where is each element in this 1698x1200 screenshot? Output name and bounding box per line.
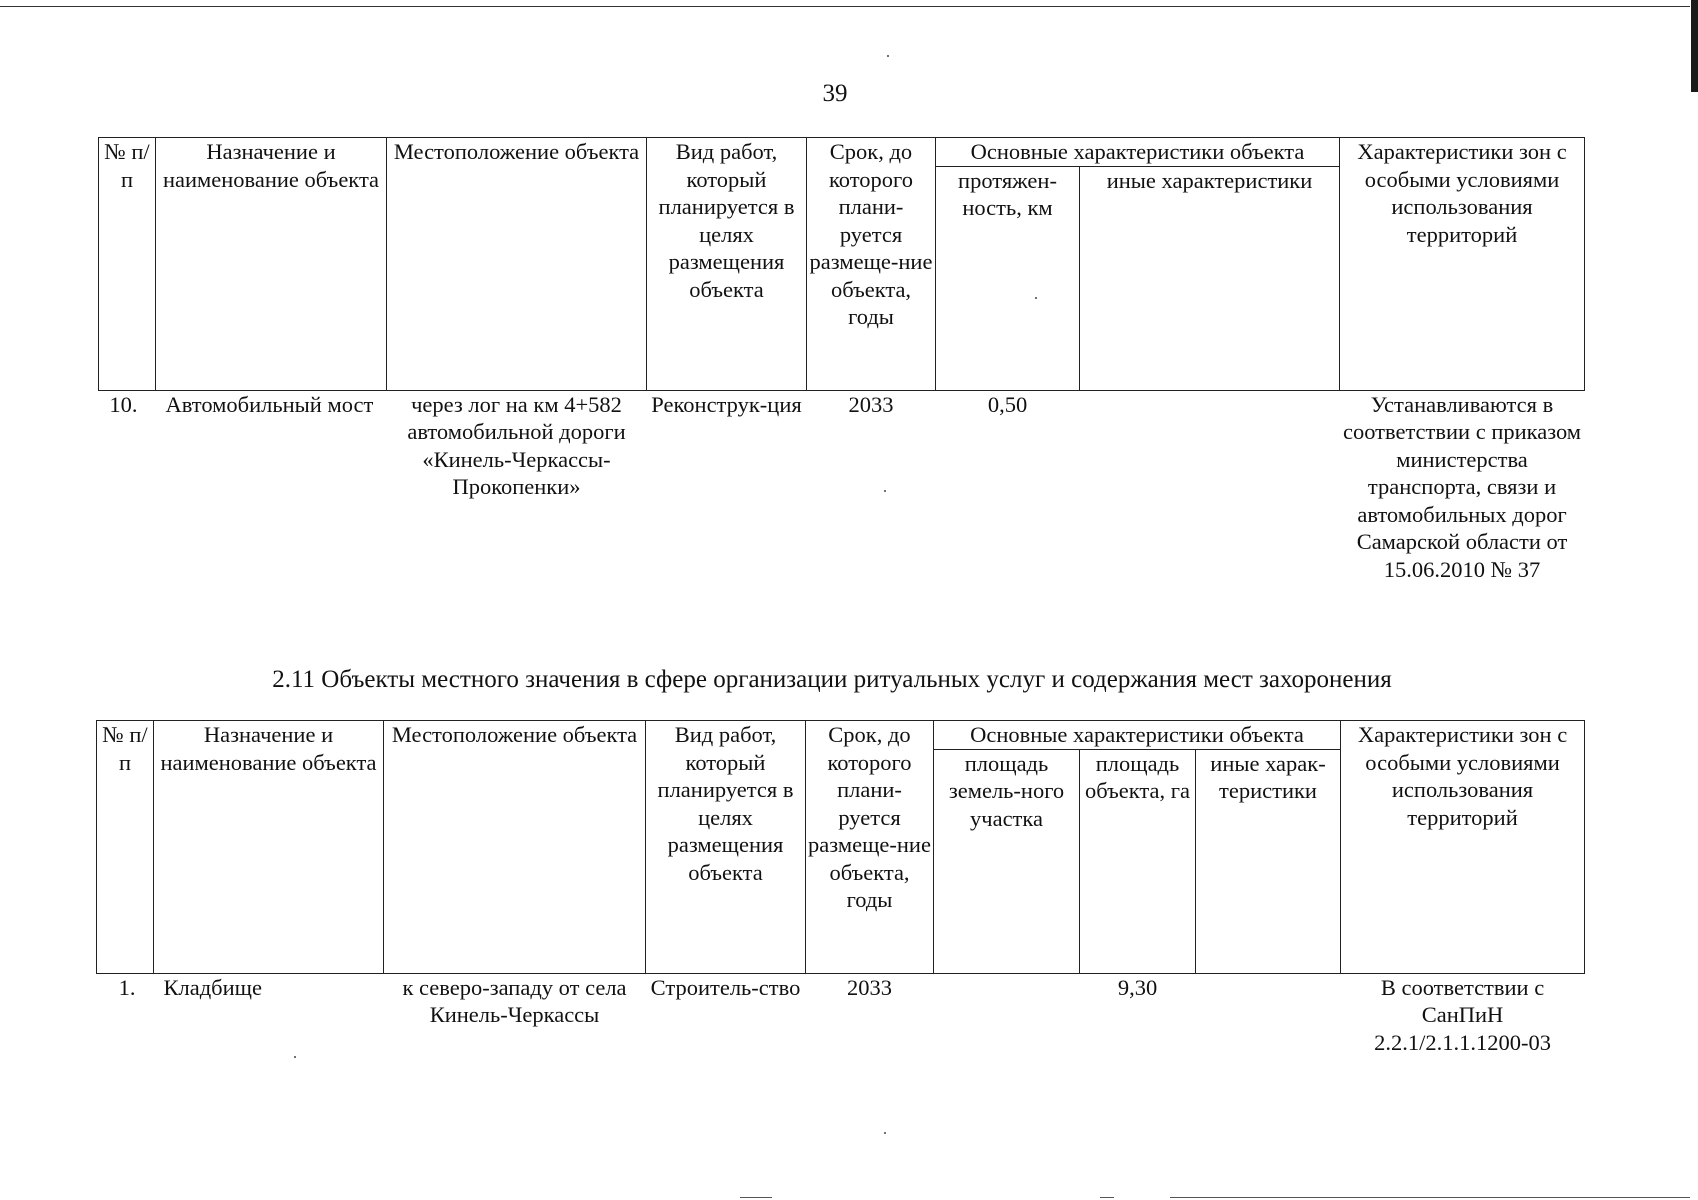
col-header-num: № п/п: [99, 138, 156, 391]
page-number: 39: [822, 80, 848, 107]
cell-zones: Устанавливаются в соответствии с приказом министерства транспорта, связи и автомобильных дорог Самарской области от 15.06.2010 № 37: [1342, 391, 1582, 582]
cell-work-type: Строитель-ство: [650, 974, 801, 1000]
scan-edge-shadow: [1691, 0, 1698, 92]
scan-mark: [740, 1197, 772, 1198]
cell-name: Кладбище: [163, 974, 262, 1000]
col-header-work-type: Вид работ, который планируется в целях размещения объекта: [647, 138, 807, 391]
scan-top-border: [0, 6, 1690, 7]
cell-name: Автомобильный мост: [165, 391, 374, 417]
table-row: [97, 973, 1585, 1056]
col-header-land-area: площадь земель-ного участка: [934, 749, 1080, 973]
col-header-num: № п/п: [97, 721, 154, 974]
col-header-object-area: площадь объекта, га: [1080, 749, 1196, 973]
cell-work-type: Реконструк-ция: [651, 391, 802, 417]
cell-num: 1.: [118, 974, 136, 1000]
scan-speck: [294, 1056, 296, 1058]
cell-object-area: 9,30: [1117, 974, 1158, 1000]
col-header-work-type: Вид работ, который планируется в целях размещения объекта: [646, 721, 806, 974]
col-header-zones: Характеристики зон с особыми условиями использования территорий: [1341, 721, 1585, 974]
scan-bottom-border: [1170, 1197, 1690, 1198]
col-header-main-characteristics: Основные характеристики объекта: [936, 138, 1340, 167]
col-header-zones: Характеристики зон с особыми условиями использования территорий: [1340, 138, 1585, 391]
objects-table-cemeteries: [96, 720, 1585, 1056]
cell-zones: В соответствии с СанПиН 2.2.1/2.1.1.1200-03: [1374, 974, 1551, 1055]
cell-other: [1080, 390, 1340, 583]
cell-location: через лог на км 4+582 автомобильной дороги «Кинель-Черкассы-Прокопенки»: [407, 391, 626, 499]
col-header-other: иные харак-теристики: [1196, 749, 1341, 973]
col-header-location: Местоположение объекта: [387, 138, 647, 391]
col-header-name: Назначение и наименование объекта: [154, 721, 384, 974]
cell-deadline: 2033: [848, 391, 894, 417]
cell-other: [1196, 973, 1341, 1056]
cell-deadline: 2033: [847, 974, 892, 1000]
col-header-location: Местоположение объекта: [384, 721, 646, 974]
col-header-main-characteristics: Основные характеристики объекта: [934, 721, 1341, 750]
section-heading: 2.11 Объекты местного значения в сфере организации ритуальных услуг и содержания мест захоронения: [272, 666, 1392, 693]
objects-table-roads: [98, 137, 1585, 583]
cell-num: 10.: [109, 391, 138, 417]
cell-land-area: [934, 973, 1080, 1056]
scan-speck: [1035, 297, 1037, 299]
scan-speck: [884, 1132, 886, 1134]
scan-mark: [1100, 1197, 1114, 1198]
col-header-other: иные характеристики: [1080, 166, 1340, 390]
col-header-deadline: Срок, до которого плани-руется размеще-ние объекта, годы: [807, 138, 936, 391]
col-header-length: протяжен-ность, км: [936, 166, 1080, 390]
table-row: [99, 390, 1585, 583]
scan-speck: [887, 55, 889, 57]
col-header-deadline: Срок, до которого плани-руется размеще-ние объекта, годы: [806, 721, 934, 974]
cell-location: к северо-западу от села Кинель-Черкассы: [402, 974, 627, 1027]
col-header-name: Назначение и наименование объекта: [156, 138, 387, 391]
scan-speck: [884, 490, 886, 492]
cell-length: 0,50: [987, 391, 1028, 417]
